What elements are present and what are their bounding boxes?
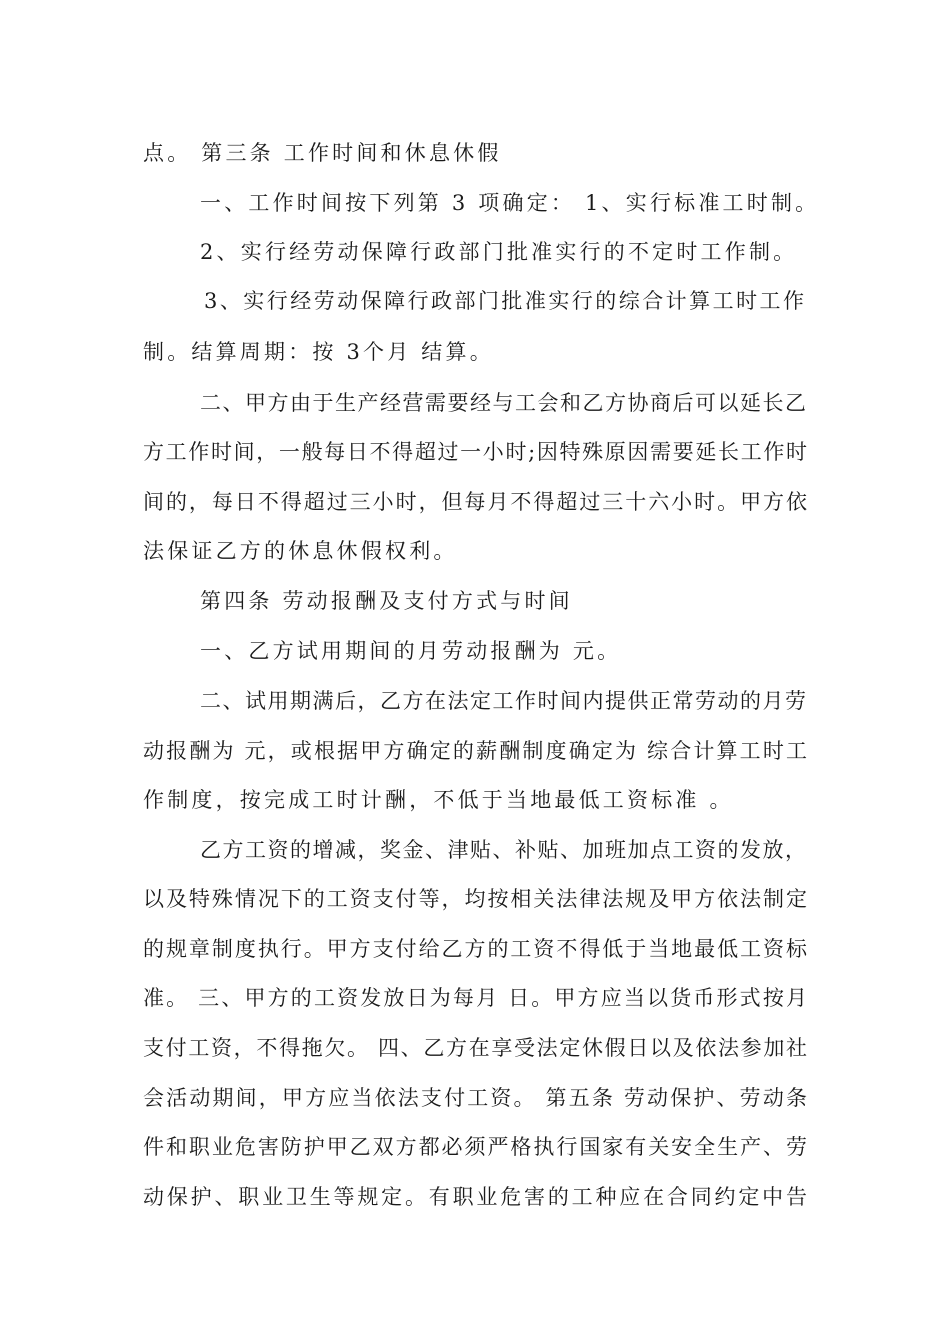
- text-line: 二、试用期满后，乙方在法定工作时间内提供正常劳动的月劳: [200, 689, 806, 713]
- text-line: 2、实行经劳动保障行政部门批准实行的不定时工作制。: [200, 240, 798, 264]
- text-line: 一、乙方试用期间的月劳动报酬为 元。: [200, 639, 622, 663]
- text-line: 二、甲方由于生产经营需要经与工会和乙方协商后可以延长乙: [200, 391, 806, 415]
- text-line: 3、实行经劳动保障行政部门批准实行的综合计算工时工作: [204, 289, 804, 313]
- text-line: 件和职业危害防护甲乙双方都必须严格执行国家有关安全生产、劳: [143, 1135, 807, 1159]
- text-line: 的规章制度执行。甲方支付给乙方的工资不得低于当地最低工资标: [143, 937, 807, 961]
- section-heading: 第四条 劳动报酬及支付方式与时间: [200, 589, 573, 613]
- text-line: 一、工作时间按下列第 3 项确定： 1、实行标准工时制。: [200, 191, 820, 215]
- text-line: 准。 三、甲方的工资发放日为每月 日。甲方应当以货币形式按月: [143, 986, 807, 1010]
- text-line: 制。结算周期：按 3个月 结算。: [143, 340, 494, 364]
- text-line: 间的，每日不得超过三小时，但每月不得超过三十六小时。甲方依: [143, 490, 807, 514]
- text-line: 会活动期间，甲方应当依法支付工资。 第五条 劳动保护、劳动条: [143, 1086, 807, 1110]
- text-line: 法保证乙方的休息休假权利。: [143, 539, 458, 563]
- text-line: 作制度，按完成工时计酬，不低于当地最低工资标准 。: [143, 788, 734, 812]
- text-line: 乙方工资的增减，奖金、津贴、补贴、加班加点工资的发放，: [200, 838, 806, 862]
- text-line: 动报酬为 元，或根据甲方确定的薪酬制度确定为 综合计算工时工: [143, 739, 807, 763]
- text-line: 点。 第三条 工作时间和休息休假: [143, 141, 502, 165]
- text-line: 以及特殊情况下的工资支付等，均按相关法律法规及甲方依法制定: [143, 887, 807, 911]
- text-line: 方工作时间，一般每日不得超过一小时;因特殊原因需要延长工作时: [143, 440, 807, 464]
- text-line: 动保护、职业卫生等规定。有职业危害的工种应在合同约定中告: [143, 1185, 807, 1209]
- text-line: 支付工资，不得拖欠。 四、乙方在享受法定休假日以及依法参加社: [143, 1036, 807, 1060]
